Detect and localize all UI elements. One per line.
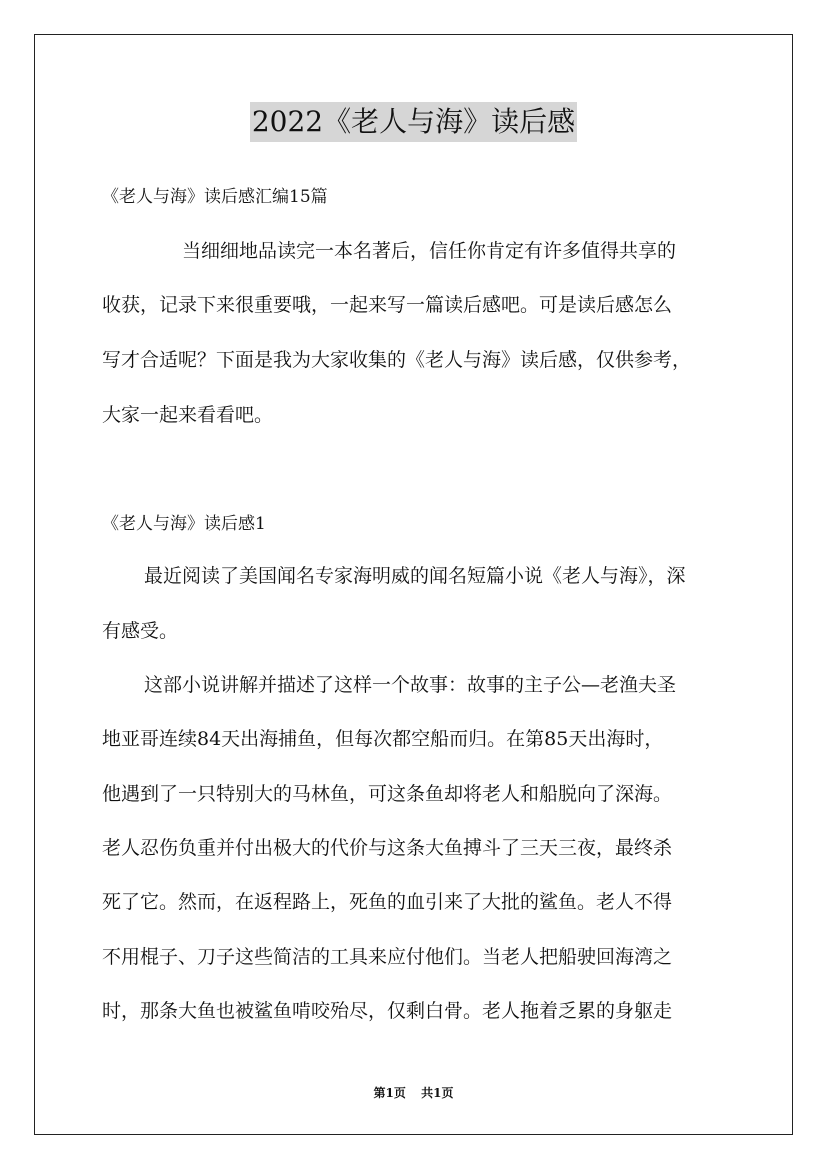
- document-subtitle: 《老人与海》读后感汇编15篇: [102, 187, 328, 207]
- intro-line: 当细细地品读完一本名著后，信任你肯定有许多值得共享的: [182, 240, 677, 262]
- section-heading: 《老人与海》读后感1: [102, 514, 266, 534]
- page-total: 共1页: [421, 1086, 454, 1100]
- page-footer: [0, 1084, 827, 1101]
- page-number: 第1页: [373, 1086, 406, 1100]
- body-line: 死了它。然而，在返程路上，死鱼的血引来了大批的鲨鱼。老人不得: [102, 891, 673, 913]
- body-line: 有感受。: [102, 620, 179, 642]
- body-line: 时，那条大鱼也被鲨鱼啃咬殆尽，仅剩白骨。老人拖着乏累的身躯走: [102, 1000, 673, 1022]
- intro-line: 大家一起来看看吧。: [102, 404, 274, 426]
- intro-line: 写才合适呢？下面是我为大家收集的《老人与海》读后感，仅供参考，: [102, 349, 692, 371]
- body-line: 他遇到了一只特别大的马林鱼，可这条鱼却将老人和船脱向了深海。: [102, 783, 673, 805]
- intro-line: 收获，记录下来很重要哦，一起来写一篇读后感吧。可是读后感怎么: [102, 294, 673, 316]
- document-title: 2022《老人与海》读后感: [250, 102, 577, 142]
- title-container: [0, 102, 827, 142]
- body-line: 不用棍子、刀子这些简洁的工具来应付他们。当老人把船驶回海湾之: [102, 946, 673, 968]
- body-line: 地亚哥连续84天出海捕鱼，但每次都空船而归。在第85天出海时，: [102, 728, 664, 750]
- body-line: 老人忍伤负重并付出极大的代价与这条大鱼搏斗了三天三夜，最终杀: [102, 837, 673, 859]
- body-line: 最近阅读了美国闻名专家海明威的闻名短篇小说《老人与海》，深: [144, 565, 686, 587]
- body-line: 这部小说讲解并描述了这样一个故事：故事的主子公—老渔夫圣: [144, 674, 677, 696]
